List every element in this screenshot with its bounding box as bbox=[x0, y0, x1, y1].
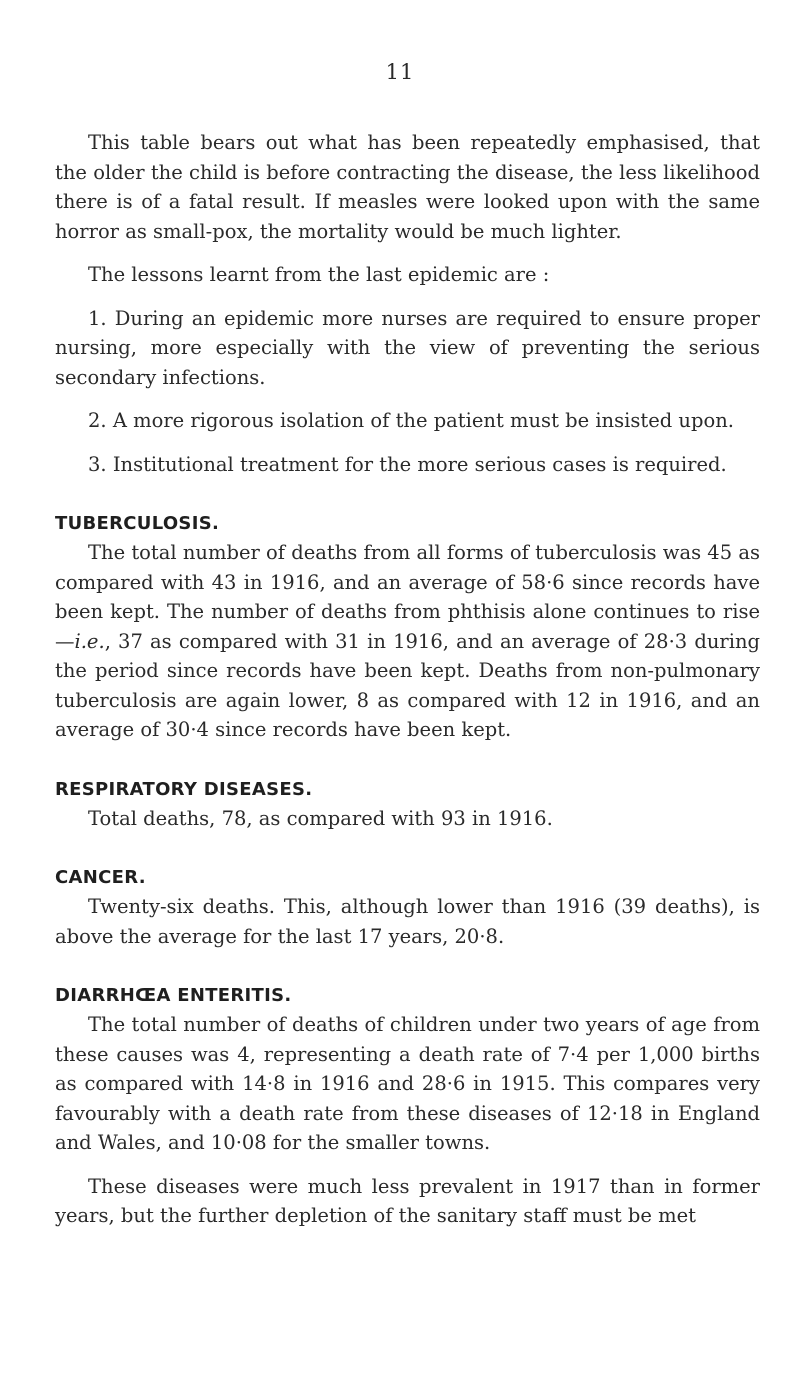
lesson-number: 2. bbox=[88, 409, 107, 432]
page-number: 11 bbox=[385, 60, 415, 84]
page-body bbox=[55, 128, 760, 1231]
cancer-paragraph: Twenty-six deaths. This, although lower than 1916 (39 deaths), is above the average for the last 17 years, 20·8. bbox=[55, 895, 760, 948]
tuberculosis-text-a: The total number of deaths from all forms of tuberculosis was 45 as compared with 43 in 1916, and an average of 58·6 since records have been kept. The number of deaths from phthisis alone continues to rise— bbox=[55, 541, 760, 653]
diarrhoea-heading: DIARRHŒA ENTERITIS. bbox=[55, 985, 292, 1006]
lesson-item bbox=[55, 406, 760, 436]
lesson-text: Institutional treatment for the more serious cases is required. bbox=[112, 452, 727, 476]
lesson-item bbox=[55, 304, 760, 393]
lesson-number: 3. bbox=[88, 452, 107, 476]
cancer-heading: CANCER. bbox=[55, 867, 146, 888]
tuberculosis-heading: TUBERCULOSIS. bbox=[55, 513, 220, 534]
lesson-item bbox=[55, 450, 760, 480]
tuberculosis-text-b: , 37 as compared with 31 in 1916, and an average of 28·3 during the period since records have been kept. Deaths from non-pulmonary tuberculosis are again lower, 8 as compared with 12 in 1916, and an average of 30·4 since records have been kept. bbox=[55, 629, 760, 741]
tuberculosis-ie: i.e. bbox=[74, 629, 105, 653]
lessons-heading: The lessons learnt from the last epidemic are : bbox=[88, 263, 550, 286]
diarrhoea-paragraph: The total number of deaths of children under two years of age from these causes was 4, representing a death rate of 7·4 per 1,000 births as compared with 14·8 in 1916 and 28·6 in 1915. This compares very favourably with a death rate from these diseases of 12·18 in England and Wales, and 10·08 for the smaller towns. bbox=[55, 1013, 760, 1154]
diarrhoea-paragraph-2: These diseases were much less prevalent in 1917 than in former years, but the further depletion of the sanitary staff must be met bbox=[55, 1174, 760, 1227]
lesson-number: 1. bbox=[88, 306, 107, 330]
intro-paragraph: This table bears out what has been repeatedly emphasised, that the older the child is before contracting the disease, the less likelihood there is of a fatal result. If measles were looked upon with the same horror as small-pox, the mortality would be much lighter. bbox=[55, 131, 760, 243]
tuberculosis-paragraph bbox=[55, 538, 760, 745]
lesson-text: A more rigorous isolation of the patient must be insisted upon. bbox=[112, 409, 734, 432]
lesson-text: During an epidemic more nurses are required to ensure proper nursing, more especially with the view of preventing the serious secondary infections. bbox=[55, 306, 761, 389]
respiratory-paragraph: Total deaths, 78, as compared with 93 in 1916. bbox=[88, 806, 553, 830]
respiratory-heading: RESPIRATORY DISEASES. bbox=[55, 778, 313, 800]
